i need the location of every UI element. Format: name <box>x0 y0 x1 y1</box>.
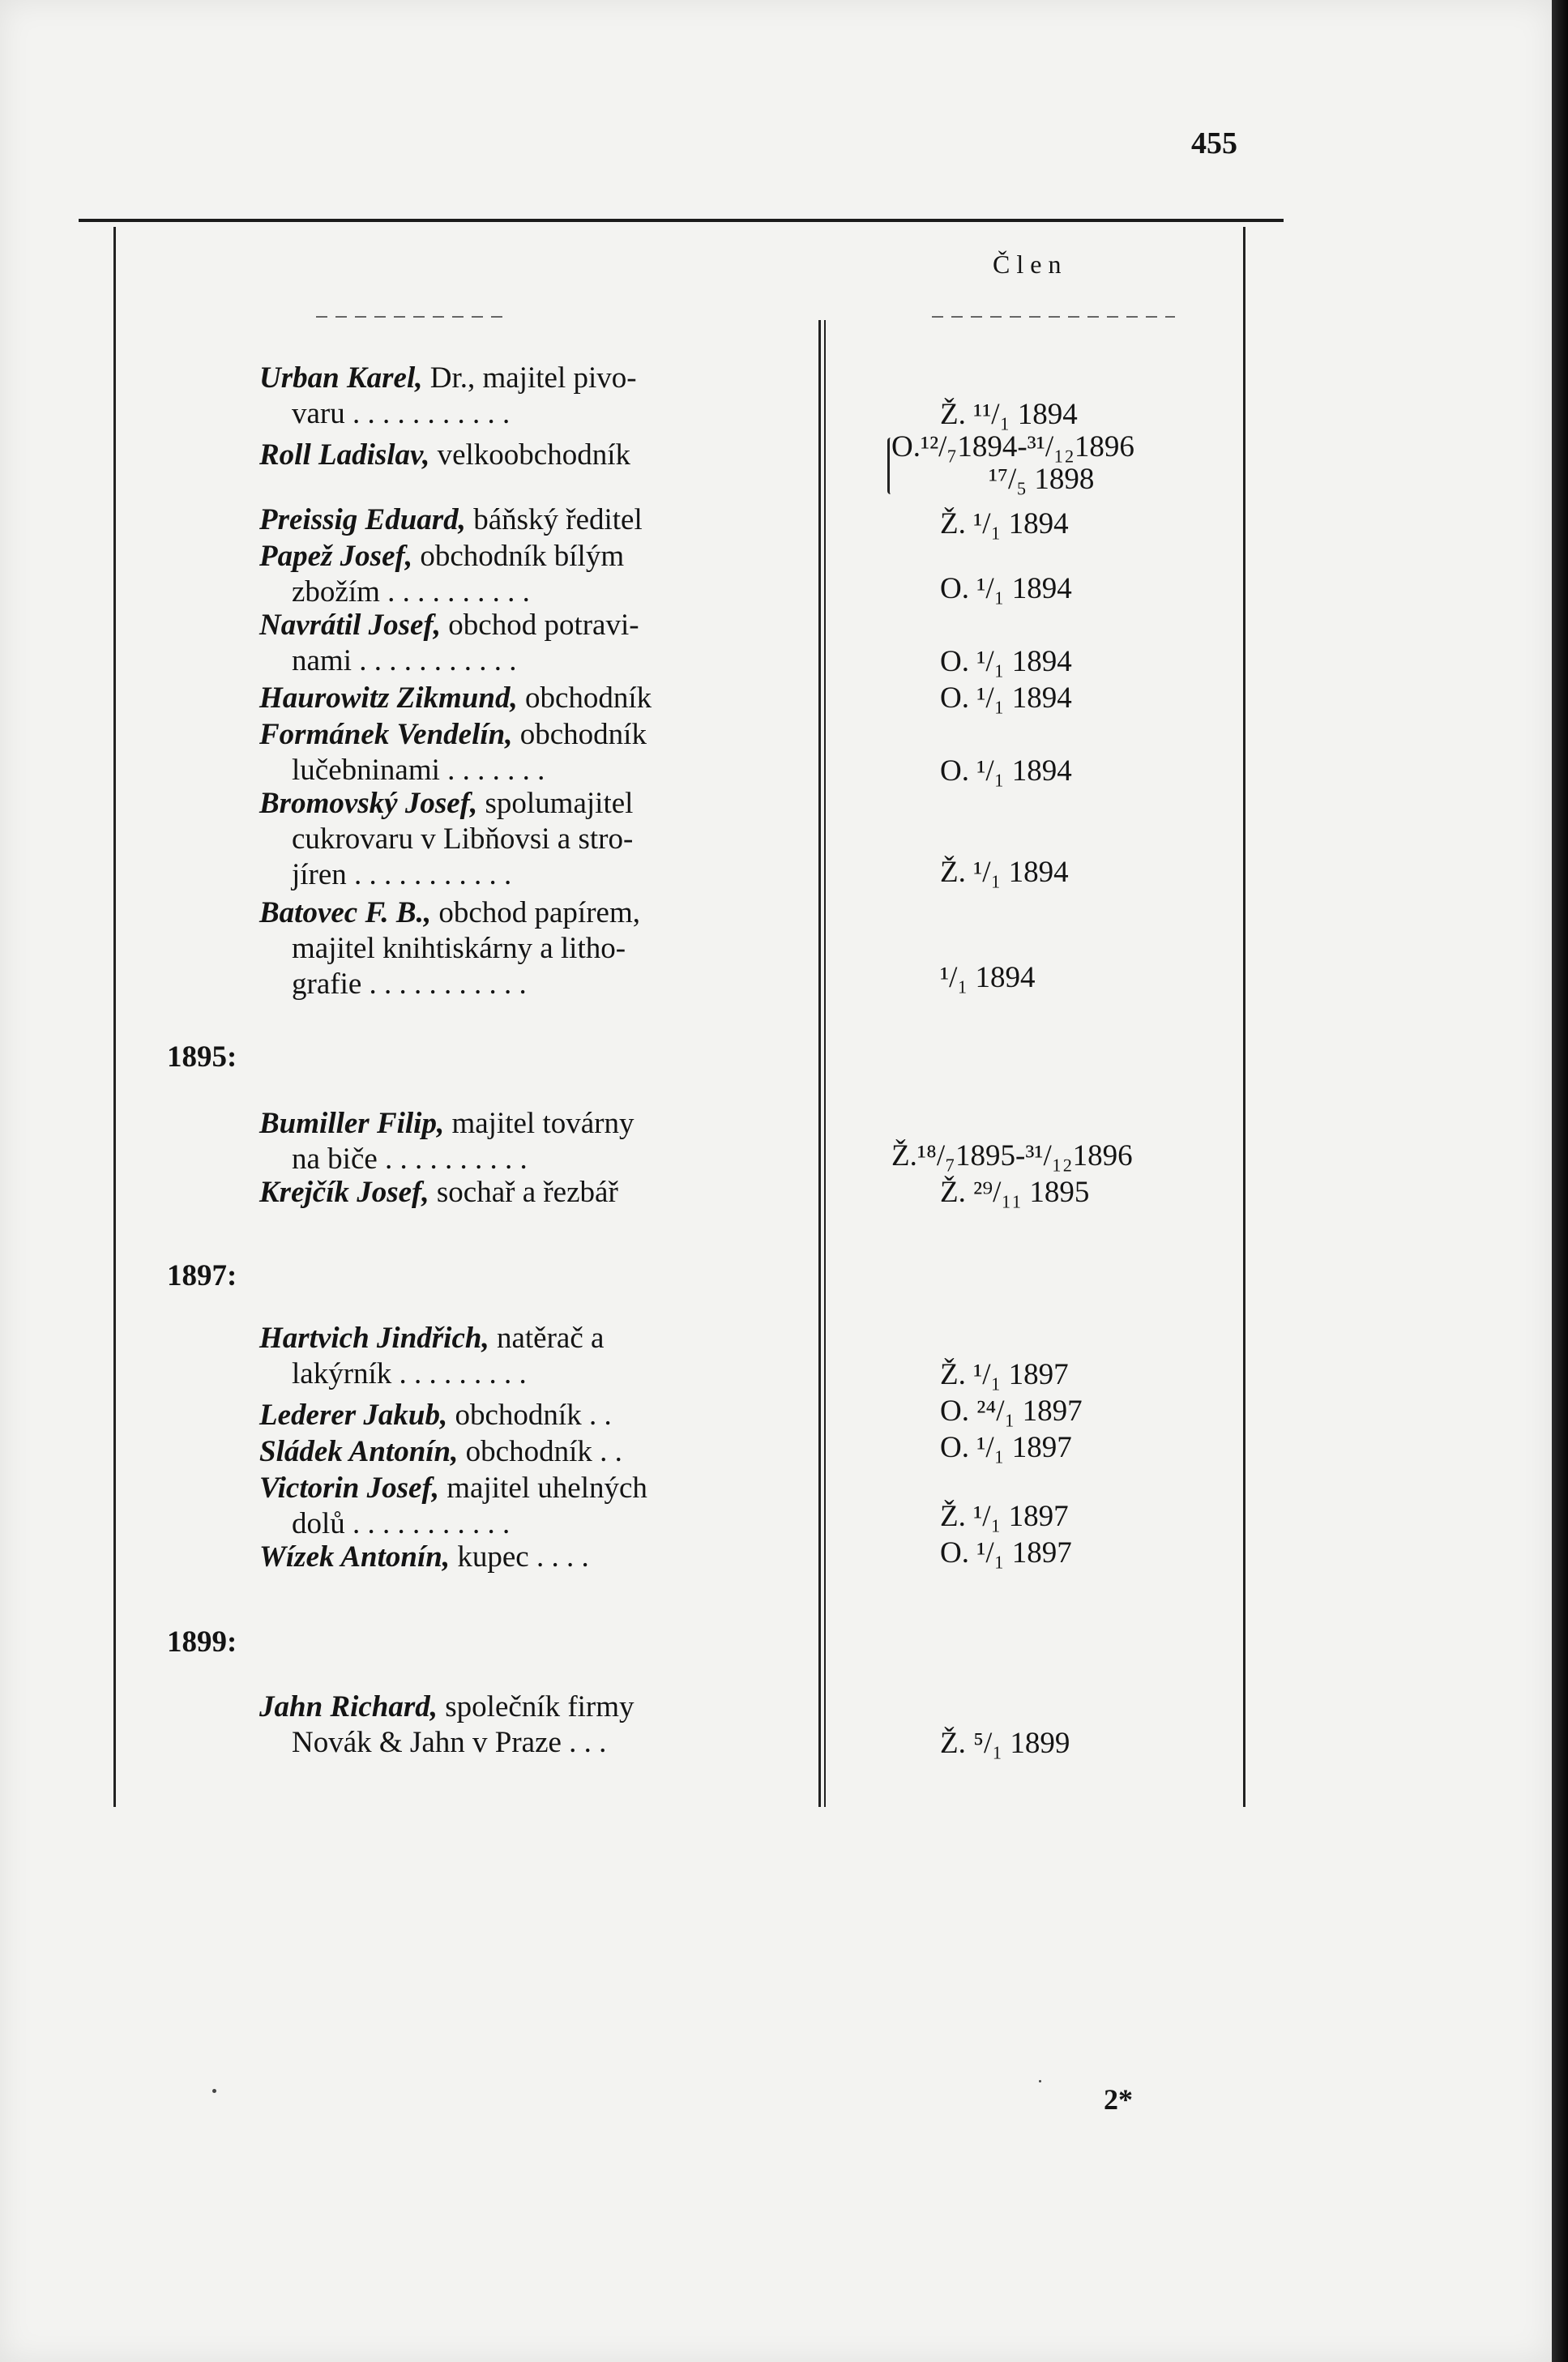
member-description: na biče . . . . . . . . . . <box>292 1143 528 1176</box>
entry-line-name <box>259 438 630 473</box>
column-header: Člen <box>993 250 1068 279</box>
membership-date: Ž. ⁵/₁ 1899 <box>940 1727 1070 1760</box>
member-description: obchodník <box>517 681 652 715</box>
header-dash-right <box>932 316 1175 318</box>
member-name: Preissig Eduard, <box>259 503 466 536</box>
entry-line-name <box>259 895 640 931</box>
member-name: Navrátil Josef, <box>259 609 442 642</box>
entry-line-continued <box>292 753 545 788</box>
member-description: spolumajitel <box>477 787 634 820</box>
entry-line-continued <box>292 822 633 857</box>
column-divider-2 <box>824 320 826 1807</box>
membership-date: O. ¹/₁ 1897 <box>940 1536 1072 1570</box>
page-edge <box>1552 0 1568 2362</box>
member-description: grafie . . . . . . . . . . . <box>292 967 527 1001</box>
entry-line-continued <box>292 643 516 679</box>
entry-line-continued <box>292 1506 510 1542</box>
entry-line-name <box>259 717 647 753</box>
year-label: 1899: <box>167 1625 237 1659</box>
member-description: majitel uhelných <box>439 1471 647 1505</box>
entry-line-name <box>259 539 624 574</box>
member-description: cukrovaru v Libňovsi a stro- <box>292 822 634 856</box>
membership-date: Ž. ¹¹/₁ 1894 <box>940 398 1078 431</box>
member-name: Bromovský Josef, <box>259 787 478 820</box>
entry-line-continued <box>292 396 510 432</box>
member-description: Dr., majitel pivo- <box>422 361 637 395</box>
member-name: Jahn Richard, <box>259 1690 438 1723</box>
member-name: Lederer Jakub, <box>259 1399 448 1432</box>
member-description: majitel továrny <box>444 1107 634 1140</box>
member-name: Hartvich Jindřich, <box>259 1322 489 1355</box>
member-description: sochař a řezbář <box>429 1176 618 1209</box>
entry-line-name <box>259 1106 634 1142</box>
member-description: obchodník bílým <box>412 540 625 573</box>
entry-line-name <box>259 1175 618 1211</box>
membership-date: Ž.¹⁸/₇1895-³¹/₁₂1896 <box>891 1139 1133 1172</box>
membership-date: O. ²⁴/₁ 1897 <box>940 1395 1083 1428</box>
member-name: Bumiller Filip, <box>259 1107 445 1140</box>
entry-line-name <box>259 1689 634 1725</box>
member-name: Batovec F. B., <box>259 896 432 929</box>
member-name: Roll Ladislav, <box>259 438 430 472</box>
entry-line-name <box>259 1540 589 1575</box>
member-description: obchodník . . <box>458 1435 622 1468</box>
member-description: lučebninami . . . . . . . <box>292 754 545 787</box>
member-name: Urban Karel, <box>259 361 423 395</box>
member-description: obchodník <box>512 718 647 751</box>
membership-date: O. ¹/₁ 1894 <box>940 681 1072 715</box>
membership-date: Ž. ¹/₁ 1894 <box>940 507 1069 540</box>
year-label: 1895: <box>167 1040 237 1074</box>
speck <box>1039 2080 1041 2082</box>
left-border <box>113 227 116 1807</box>
membership-date: ¹/₁ 1894 <box>940 961 1036 994</box>
member-description: obchod potravi- <box>441 609 639 642</box>
member-name: Sládek Antonín, <box>259 1435 459 1468</box>
entry-line-name <box>259 786 633 822</box>
header-dash-left <box>316 316 511 318</box>
member-description: varu . . . . . . . . . . . <box>292 397 511 430</box>
bracket <box>887 438 895 494</box>
member-name: Papež Josef, <box>259 540 413 573</box>
column-divider <box>818 320 821 1807</box>
entry-line-continued <box>292 1725 606 1761</box>
membership-date: O. ¹/₁ 1894 <box>940 754 1072 788</box>
entry-line-continued <box>292 1142 528 1177</box>
member-description: velkoobchodník <box>429 438 631 472</box>
right-border <box>1243 227 1245 1807</box>
entry-line-name <box>259 1321 604 1356</box>
member-description: jíren . . . . . . . . . . . <box>292 858 512 891</box>
member-description: natěrač a <box>489 1322 605 1355</box>
member-description: Novák & Jahn v Praze . . . <box>292 1726 607 1759</box>
entry-line-name <box>259 1434 622 1470</box>
member-name: Wízek Antonín, <box>259 1540 451 1574</box>
member-name: Krejčík Josef, <box>259 1176 429 1209</box>
entry-line-continued <box>292 967 527 1002</box>
member-name: Formánek Vendelín, <box>259 718 513 751</box>
table-top-rule <box>79 219 1284 222</box>
member-description: zbožím . . . . . . . . . . <box>292 575 530 609</box>
year-label: 1897: <box>167 1259 237 1292</box>
member-name: Victorin Josef, <box>259 1471 440 1505</box>
entry-line-name <box>259 502 643 538</box>
member-description: báňský ředitel <box>465 503 643 536</box>
signature-mark: 2* <box>1104 2083 1133 2116</box>
speck <box>212 2089 216 2093</box>
member-description: obchodník . . <box>447 1399 612 1432</box>
membership-date: Ž. ²⁹/₁₁ 1895 <box>940 1176 1090 1209</box>
entry-line-name <box>259 1471 647 1506</box>
membership-date: Ž. ¹/₁ 1897 <box>940 1500 1069 1533</box>
entry-line-continued <box>292 1356 527 1392</box>
member-description: dolů . . . . . . . . . . . <box>292 1507 511 1540</box>
member-description: nami . . . . . . . . . . . <box>292 644 517 677</box>
entry-line-name <box>259 361 637 396</box>
member-description: společník firmy <box>438 1690 634 1723</box>
membership-date: Ž. ¹/₁ 1894 <box>940 856 1069 889</box>
entry-line-continued <box>292 574 530 610</box>
member-description: lakýrník . . . . . . . . . <box>292 1357 527 1390</box>
entry-line-continued <box>292 857 511 893</box>
page-number: 455 <box>1191 126 1237 160</box>
member-name: Haurowitz Zikmund, <box>259 681 518 715</box>
member-description: obchod papírem, <box>431 896 640 929</box>
entry-line-continued <box>292 931 626 967</box>
member-description: kupec . . . . <box>450 1540 589 1574</box>
entry-line-name <box>259 1398 612 1433</box>
membership-date: O.¹²/₇1894-³¹/₁₂1896 <box>891 430 1134 463</box>
membership-date: O. ¹/₁ 1897 <box>940 1431 1072 1464</box>
entry-line-name <box>259 681 652 716</box>
membership-date: Ž. ¹/₁ 1897 <box>940 1358 1069 1391</box>
membership-date: O. ¹/₁ 1894 <box>940 645 1072 678</box>
membership-date: O. ¹/₁ 1894 <box>940 572 1072 605</box>
entry-line-name <box>259 608 639 643</box>
member-description: majitel knihtiskárny a litho- <box>292 932 626 965</box>
membership-date: ¹⁷/₅ 1898 <box>989 463 1095 496</box>
